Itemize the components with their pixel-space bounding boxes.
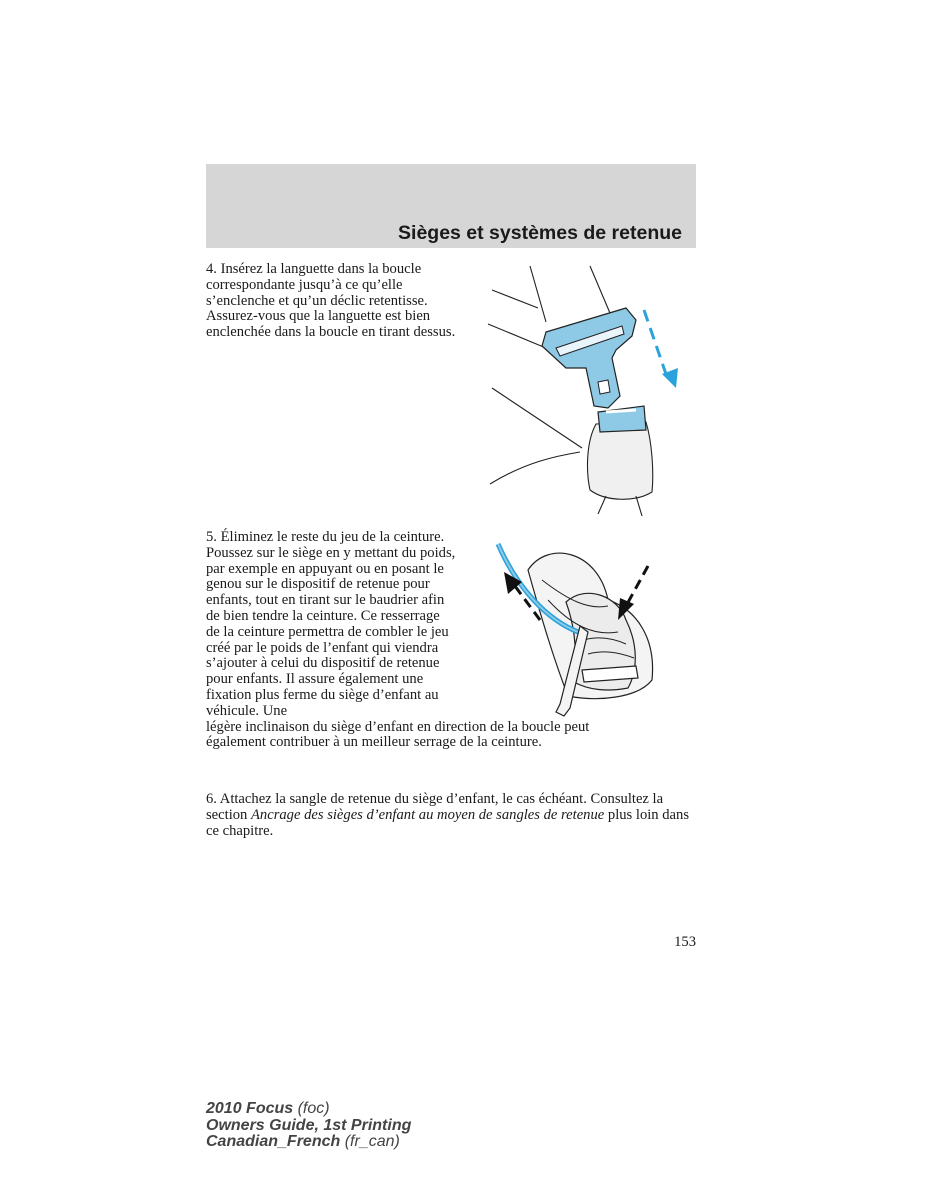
- step-5-text-wide: légère inclinaison du siège d’enfant en direction de la boucle peut également contribuer à un meilleur serrage de la ceinture.: [206, 718, 590, 751]
- footer-line-2: Owners Guide, 1st Printing: [206, 1116, 412, 1134]
- step-6-text-before: 6. Attachez la sangle de retenue du siège d’enfant, le cas échéant. Consultez la section: [206, 791, 664, 823]
- page-title: Sièges et systèmes de retenue: [398, 222, 682, 244]
- child-seat-tightening-illustration: [488, 540, 660, 720]
- header-band: [206, 164, 696, 248]
- step-4-text: 4. Insérez la languette dans la boucle correspondante jusqu’à ce qu’elle s’enclenche et qu’un déclic retentisse. Assurez-vous que la languette est bien enclenchée dans la boucle en tirant dessus.: [206, 261, 456, 341]
- step-5-text-narrow: 5. Éliminez le reste du jeu de la ceinture. Poussez sur le siège en y mettant du poids, par exemple en appuyant ou en posant le genou sur le dispositif de retenue pour enfants, tout en tirant sur le baudrier afin de bien tendre la ceinture. Ce resserrage de la ceinture permettra de combler le jeu créé par le poids de l’enfant qui viendra s’ajouter à celui du dispositif de retenue pour enfants. Il assure également une fixation plus ferme du siège d’enfant au véhicule. Une: [206, 529, 456, 719]
- step-6-text: [206, 792, 696, 839]
- footer-line-1: 2010 Focus (foc): [206, 1100, 330, 1117]
- step-6-text-after: plus loin dans ce chapitre.: [206, 806, 689, 839]
- step-6-section-reference: Ancrage des sièges d’enfant au moyen de sangles de retenue: [251, 806, 605, 823]
- footer-line-3: Canadian_French (fr_can): [206, 1133, 400, 1150]
- footer-print-info: [206, 1101, 411, 1151]
- page-number: 153: [674, 934, 696, 950]
- belt-buckle-illustration: [486, 262, 698, 518]
